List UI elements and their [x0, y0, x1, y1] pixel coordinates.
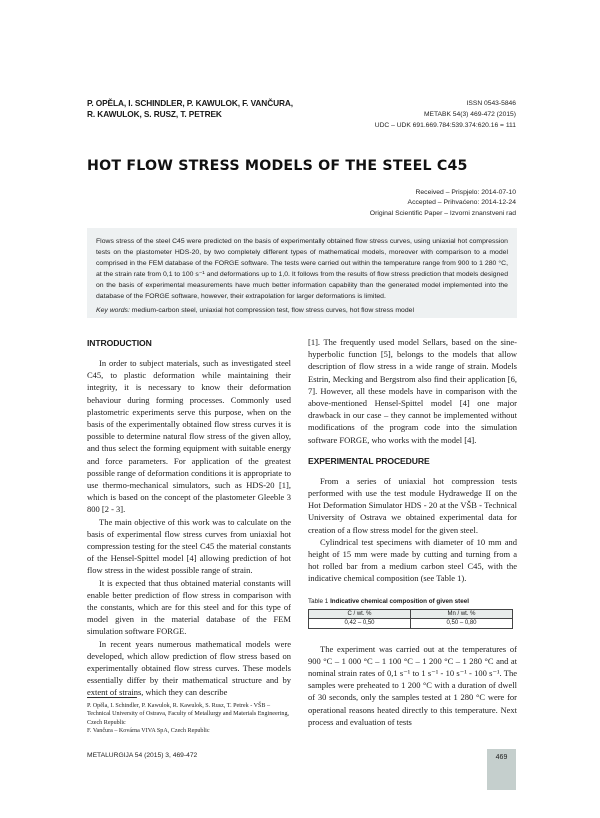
- publication-meta: [276, 98, 516, 132]
- table-cell-c: 0,42 – 0,50: [309, 619, 411, 629]
- author-affiliations: [87, 697, 291, 736]
- issn: ISSN 0543-5846: [466, 100, 516, 107]
- table-cell-mn: 0,50 – 0,80: [411, 619, 513, 629]
- abstract-text: Flows stress of the steel C45 were predicted on the basis of experimentally obtained flow stress curves, using uniaxial hot compression tests on the plastometer HDS-20, by two completely different types of mathematical models, moreover with comparison to a model comprised in the FEM database of the FORGE software. The tests were carried out within the temperature range from 900 to 1 280 °C, at the strain rate from 0,1 to 100 s⁻¹ and deformations up to 1,0. It follows from the results of flow stress prediction that models designed on the basis of experimental measurements have much better information capability than the generated model implemented into the database of the FORGE software, however, their extrapolation for larger deformations is limited.: [96, 238, 508, 300]
- paragraph: The main objective of this work was to calculate on the basis of experimental flow stress curves from uniaxial hot compression testing for the steel C45 the material constants of the Hensel-Spittel model [4] allowing prediction of hot flow stress in the widest possible range of strain.: [87, 516, 291, 576]
- table-header-c: C / wt. %: [309, 609, 411, 619]
- table-caption-title: Indicative chemical composition of given steel: [330, 597, 469, 605]
- received-dates: [256, 188, 516, 219]
- page-number-box: [487, 749, 516, 790]
- paragraph: In order to subject materials, such as investigated steel C45, to plastic deformation while maintaining their integrity, it is necessary to know their deformation behaviour during forming processes. Commonly used plastometric experiments serve this purpose, when on the basis of the experimentally obtained flow stress curves it is possible to determine natural flow stress of the given alloy, and thus select the forming equipment with suitable energy and force parameters. For application of the greatest possible range of deformation conditions it is appropriate to use thermo-mechanical simulators, such as HDS-20 [1], which is based on the concept of the plastometer Gleeble 3 800 [2 - 3].: [87, 358, 291, 515]
- authors-line-1: P. OPĚLA, I. SCHINDLER, P. KAWULOK, F. VANČURA,: [87, 98, 293, 108]
- page-number: 469: [495, 754, 508, 761]
- metabk: METABK 54(3) 469-472 (2015): [423, 111, 516, 119]
- left-column: [87, 337, 291, 699]
- keywords: [96, 305, 508, 316]
- table-row: [309, 619, 513, 629]
- paragraph: Cylindrical test specimens with diameter of 10 mm and height of 15 mm were made by cutting and turning from a hot rolled bar from a medium carbon steel C45, with the indicative chemical composition (see Table 1).: [308, 536, 517, 584]
- paragraph: In recent years numerous mathematical models were developed, which allow prediction of flow stress based on experimentally obtained flow stress curves. These models essentially differ by their mathematical structure and by extent of strains, which they can describe: [87, 638, 291, 698]
- affiliation-2: F. Vančura – Kovárna VIVA SpA, Czech Republic: [87, 728, 210, 735]
- paragraph-continuation: [1]. The frequently used model Sellars, based on the sine-hyperbolic function [5], belongs to the models that allow description of flow stress in a wide range of strain. Models Estrin, Mecking and Bergstrom also find their application [6, 7]. However, all these models have in comparison with the above-mentioned Hensel-Spittel model [4] one major drawback in our case – they cannot be implemented without modifications of the program code into the simulation software FORGE, who works with the model [4].: [308, 337, 517, 445]
- paper-type: Original Scientific Paper – Izvorni znanstveni rad: [369, 209, 516, 217]
- table-caption: [308, 597, 517, 606]
- paper-title: HOT FLOW STRESS MODELS OF THE STEEL C45: [87, 158, 468, 174]
- abstract-box: [87, 228, 517, 318]
- right-column: [308, 336, 517, 728]
- footnote-rule: [87, 697, 137, 698]
- udc: UDC – UDK 691.669.784:539.374:620.16 = 111: [374, 122, 516, 130]
- received-date: Received – Prispjelo: 2014-07-10: [415, 189, 516, 196]
- paragraph: It is expected that thus obtained material constants will enable better prediction of flow stress in comparison with the constants, which are for this steel and for this type of model given in the material database of the FEM simulation software FORGE.: [87, 577, 291, 637]
- accepted-date: Accepted – Prihvaćeno: 2014-12-24: [407, 199, 516, 207]
- paragraph: The experiment was carried out at the temperatures of 900 °C – 1 000 °C – 1 100 °C – 1 200 °C – 1 280 °C and at nominal strain rates of 0,1 s⁻¹ to 1 s⁻¹ - 10 s⁻¹ - 100 s⁻¹. The samples were preheated to 1 200 °C with a duration of dwell of 30 seconds, only the samples tested at 1 280 °C were for operational reasons heated directly to this temperature. Next process and evaluation of tests: [308, 643, 517, 727]
- section-heading-introduction: INTRODUCTION: [87, 338, 152, 348]
- composition-table: [308, 609, 513, 629]
- section-heading-experimental: EXPERIMENTAL PROCEDURE: [308, 455, 430, 466]
- authors-line-2: R. KAWULOK, S. RUSZ, T. PETREK: [87, 109, 222, 119]
- table-caption-prefix: Table 1: [308, 597, 331, 605]
- keywords-text: medium-carbon steel, uniaxial hot compression test, flow stress curves, hot flow stress model: [129, 307, 414, 314]
- keywords-label: Key words:: [96, 307, 130, 314]
- footer-journal: METALURGIJA 54 (2015) 3, 469-472: [87, 752, 198, 759]
- affiliation-1: P. Opěla, I. Schindler, P. Kawulok, R. Kawulok, S. Rusz, T. Petrek - VŠB – Technical University of Ostrava, Faculty of Metallurgy and Materials Engineering, Czech Republic: [87, 703, 290, 726]
- table-header-row: [309, 609, 513, 619]
- paragraph: From a series of uniaxial hot compression tests performed with use the test module Hydrawedge II on the Hot Deformation Simulator HDS - 20 at the VŠB - Technical University of Ostrava we obtained experimental data for creation of a flow stress model for the given steel.: [308, 475, 517, 535]
- table-header-mn: Mn / wt. %: [411, 609, 513, 619]
